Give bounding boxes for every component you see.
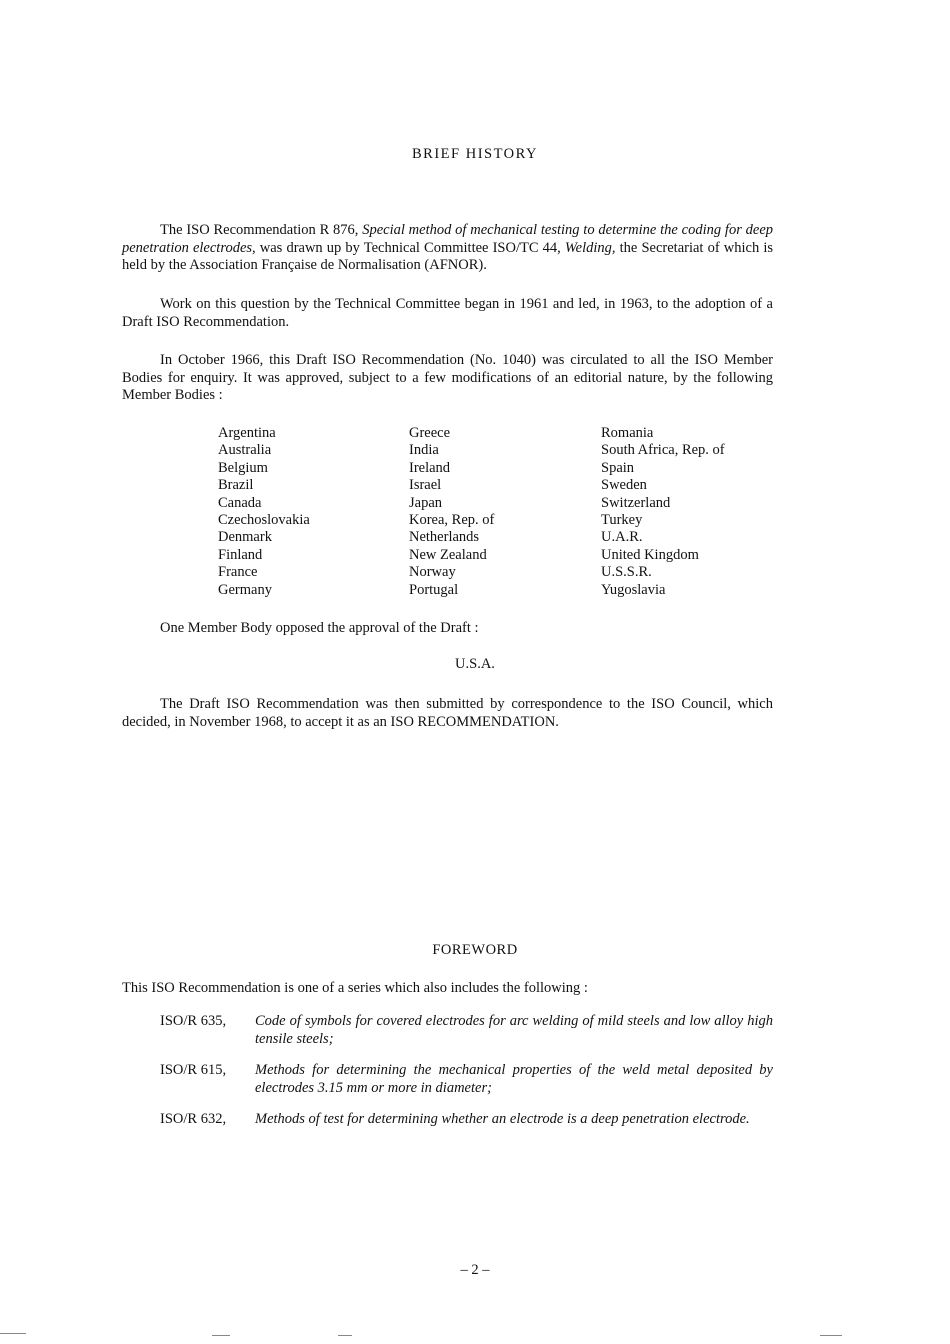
country: Israel: [409, 477, 442, 494]
list-item: [160, 1012, 773, 1048]
country: New Zealand: [409, 546, 487, 563]
p2-text: Work on this question by the Technical Committee began in 1961 and led, in 1963, to the adoption of a Draft ISO Recommendation.: [122, 296, 773, 330]
scan-artifact: [0, 1333, 26, 1334]
country: Argentina: [218, 425, 276, 441]
country: Denmark: [218, 529, 272, 546]
country: Czechoslovakia: [218, 512, 310, 529]
related-recommendations-list: [160, 1012, 773, 1141]
p1-post: the Secretariat of which is held by the Association Française de Normalisation (AFNOR).: [122, 239, 774, 273]
country: Norway: [409, 564, 456, 581]
country: India: [409, 442, 439, 459]
scan-artifact: [212, 1335, 230, 1336]
country: Switzerland: [601, 494, 671, 511]
p1-pre: The ISO Recommendation R 876,: [160, 222, 363, 238]
country: Greece: [409, 425, 451, 441]
country: Germany: [218, 581, 272, 598]
country: Portugal: [409, 581, 459, 598]
countries-column-1: [218, 425, 409, 599]
p1-italic-welding: Welding,: [564, 239, 616, 256]
recommendation-title: Code of symbols for covered electrodes for arc welding of mild steels and low alloy high tensile steels;: [255, 1013, 773, 1047]
recommendation-title: Methods for determining the mechanical properties of the weld metal deposited by electrodes 3.15 mm or more in diameter;: [255, 1062, 773, 1096]
country: Japan: [409, 494, 443, 511]
country: Belgium: [218, 459, 268, 476]
scan-artifact: [820, 1335, 842, 1336]
list-item: [160, 1061, 773, 1097]
country: United Kingdom: [601, 546, 699, 563]
p1-mid: was drawn up by Technical Committee ISO/TC 44,: [255, 239, 565, 256]
country: France: [218, 564, 258, 581]
recommendation-title: Methods of test for determining whether an electrode is a deep penetration electrode.: [255, 1111, 750, 1127]
country: Australia: [218, 442, 272, 459]
brief-history-heading: BRIEF HISTORY: [412, 146, 538, 162]
country: Yugoslavia: [601, 581, 666, 598]
country: Netherlands: [409, 529, 480, 546]
opposed-paragraph: [122, 620, 773, 638]
country: Ireland: [409, 459, 451, 476]
page-number: – 2 –: [460, 1262, 490, 1278]
country: Finland: [218, 546, 263, 563]
history-paragraph-3: [122, 352, 773, 405]
country: Romania: [601, 425, 654, 441]
country: Korea, Rep. of: [409, 512, 495, 529]
history-paragraph-4: [122, 696, 773, 731]
country: Canada: [218, 494, 262, 511]
opposed-country: U.S.A.: [455, 656, 495, 672]
p4-text: The Draft ISO Recommendation was then submitted by correspondence to the ISO Council, which decided, in November 1968, to accept it as an ISO RECOMMENDATION.: [122, 696, 773, 730]
opposed-text: One Member Body opposed the approval of the Draft :: [160, 620, 479, 636]
history-paragraph-1: [122, 222, 773, 275]
country: Brazil: [218, 477, 254, 494]
recommendation-ref: ISO/R 615,: [160, 1062, 227, 1078]
recommendation-ref: ISO/R 632,: [160, 1111, 227, 1127]
history-paragraph-2: [122, 296, 773, 331]
country: U.S.S.R.: [601, 564, 652, 581]
country: South Africa, Rep. of: [601, 442, 725, 459]
p1-italic-title: Special method of mechanical testing to determine the coding for deep penetration electrodes,: [122, 222, 774, 256]
countries-column-2: [409, 425, 601, 599]
countries-column-3: [601, 425, 778, 599]
recommendation-ref: ISO/R 635,: [160, 1013, 227, 1029]
country: Sweden: [601, 477, 647, 494]
foreword-intro: [122, 980, 773, 998]
country: Turkey: [601, 512, 643, 529]
country: U.A.R.: [601, 529, 643, 546]
p3-text: In October 1966, this Draft ISO Recommendation (No. 1040) was circulated to all the ISO Member Bodies for enquiry. It was approved, subject to a few modifications of an editorial nature, by the following Member Bodies :: [122, 352, 773, 403]
member-bodies-list: [218, 425, 778, 599]
country: Spain: [601, 459, 635, 476]
scan-artifact: [338, 1335, 352, 1336]
foreword-heading: FOREWORD: [432, 942, 518, 958]
list-item: [160, 1110, 773, 1128]
foreword-intro-text: This ISO Recommendation is one of a series which also includes the following :: [122, 980, 588, 996]
